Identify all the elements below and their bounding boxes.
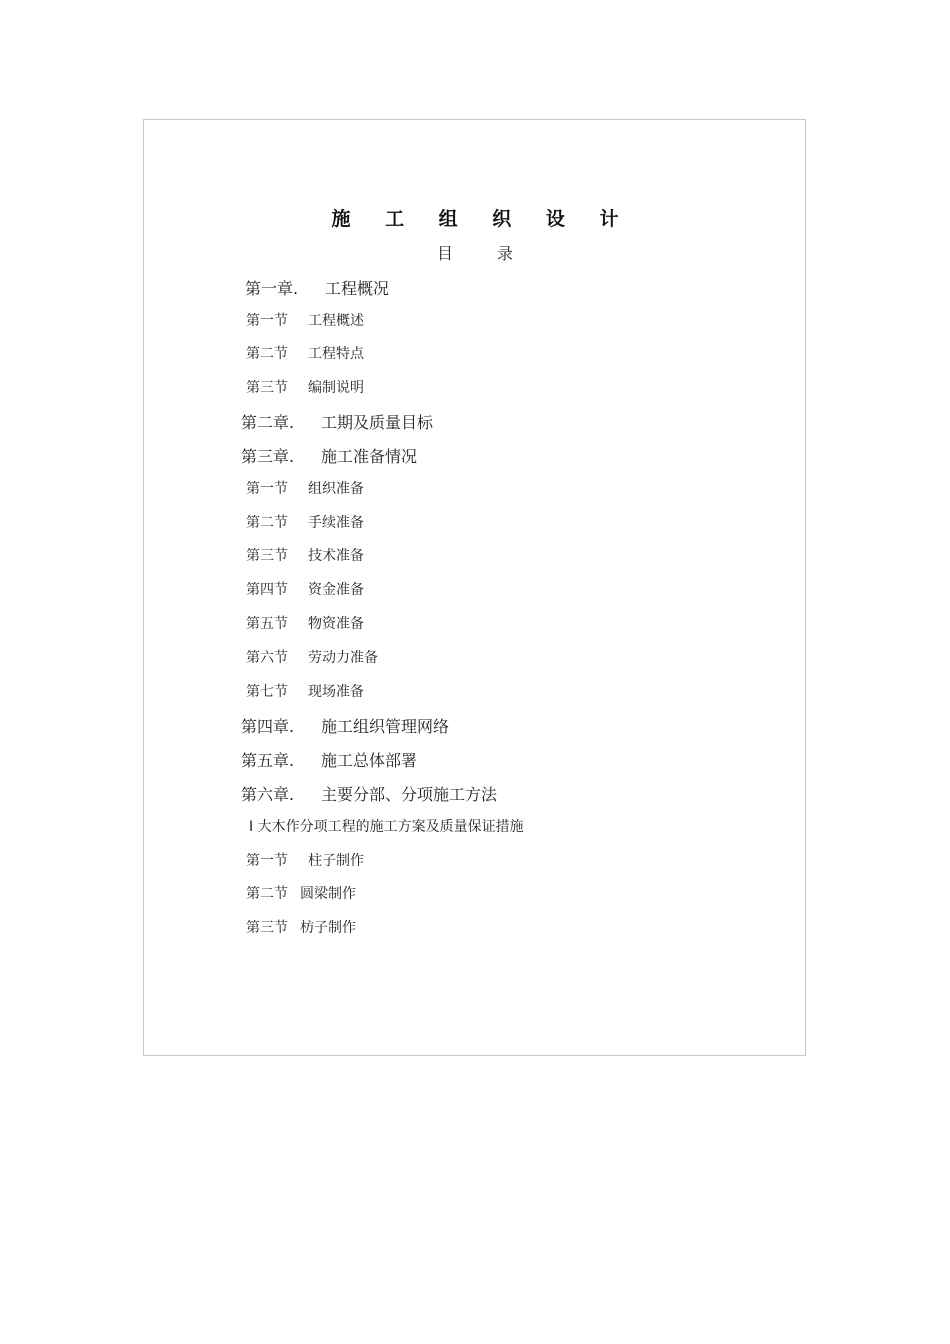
toc-entry-chapter	[245, 276, 389, 299]
toc-entry-chapter	[241, 782, 497, 805]
document-title: 施 工 组 织 设 计	[331, 208, 633, 230]
toc-entry-title: 枋子制作	[300, 920, 356, 936]
toc-entry-title: 工程概况	[325, 279, 390, 298]
toc-entry-chapter	[241, 748, 417, 771]
toc-entry-title: 施工准备情况	[321, 447, 418, 466]
toc-entry-number: 第一节	[246, 853, 288, 869]
toc-entry-title: 柱子制作	[308, 853, 364, 869]
toc-entry-number: 第一节	[246, 313, 288, 329]
toc-entry-number: 第四章.	[241, 717, 295, 736]
toc-entry-title: 工程概述	[308, 313, 364, 329]
toc-entry-number: 第二章.	[241, 413, 295, 432]
toc-entry-number: 第六节	[246, 650, 288, 666]
toc-entry-number: 第六章.	[241, 785, 295, 804]
toc-entry-chapter	[241, 444, 417, 467]
toc-entry-number: 第三节	[246, 920, 288, 936]
toc-heading-right: 录	[497, 244, 514, 263]
toc-entry-chapter	[241, 714, 449, 737]
toc-entry-section	[246, 579, 364, 599]
toc-entry-number: 第二节	[246, 346, 288, 362]
toc-entry-title: 资金准备	[308, 582, 364, 598]
toc-entry-number: 第一节	[246, 481, 288, 497]
toc-entry-number: 第五章.	[241, 751, 295, 770]
toc-entry-section	[246, 512, 364, 532]
toc-entry-title: 劳动力准备	[308, 650, 378, 666]
toc-entry-section	[246, 478, 364, 498]
toc-entry-section	[246, 310, 364, 330]
toc-entry-section	[246, 917, 356, 937]
toc-entry-title: 技术准备	[308, 548, 364, 564]
toc-entry-section	[246, 883, 356, 903]
toc-entry-title: 圆梁制作	[300, 886, 356, 902]
toc-entry-title: 编制说明	[308, 380, 364, 396]
toc-entry-number: 第四节	[246, 582, 288, 598]
toc-entry-title: 施工组织管理网络	[321, 717, 450, 736]
toc-entry-chapter	[241, 410, 433, 433]
toc-entry-title: 手续准备	[308, 515, 364, 531]
toc-entry-section	[246, 681, 364, 701]
toc-entry-title: 现场准备	[308, 684, 364, 700]
toc-entry-section	[246, 647, 378, 667]
toc-entry-number: 第二节	[246, 515, 288, 531]
toc-entry-section	[246, 850, 364, 870]
toc-entry-number: 第三节	[246, 380, 288, 396]
toc-entry-title: 物资准备	[308, 616, 364, 632]
toc-entry-number: 第五节	[246, 616, 288, 632]
toc-entry-title: 主要分部、分项施工方法	[321, 785, 498, 804]
toc-entry-section	[246, 377, 364, 397]
toc-entry-number: 第三章.	[241, 447, 295, 466]
toc-entry-section	[246, 545, 364, 565]
toc-entry-title: I 大木作分项工程的施工方案及质量保证措施	[249, 819, 524, 835]
toc-entry-part	[249, 816, 524, 836]
toc-entry-number: 第二节	[246, 886, 288, 902]
toc-entry-number: 第三节	[246, 548, 288, 564]
toc-entry-title: 工期及质量目标	[321, 413, 434, 432]
toc-entry-number: 第七节	[246, 684, 288, 700]
toc-entry-title: 组织准备	[308, 481, 364, 497]
toc-entry-number: 第一章.	[245, 279, 299, 298]
toc-entry-title: 施工总体部署	[321, 751, 418, 770]
toc-heading	[0, 241, 950, 264]
toc-entry-section	[246, 343, 364, 363]
toc-entry-title: 工程特点	[308, 346, 364, 362]
toc-heading-left: 目	[436, 244, 453, 263]
toc-entry-section	[246, 613, 364, 633]
